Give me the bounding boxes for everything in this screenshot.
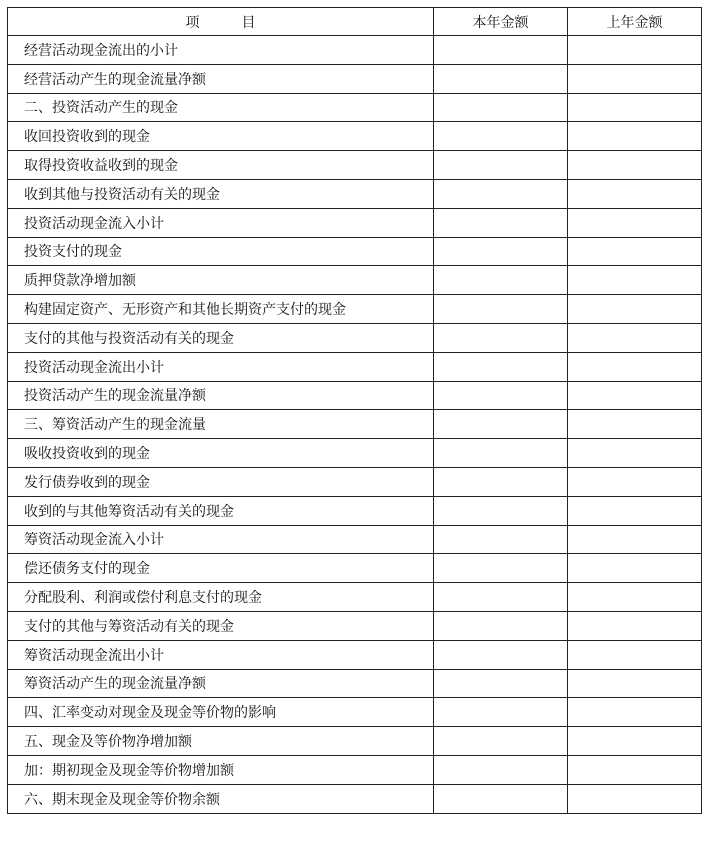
row-item-label: 支付的其他与筹资活动有关的现金 — [8, 611, 434, 640]
header-previous-year: 上年金额 — [568, 8, 702, 36]
row-current-year-amount — [434, 554, 568, 583]
row-current-year-amount — [434, 323, 568, 352]
row-item-label: 二、投资活动产生的现金 — [8, 93, 434, 122]
header-current-year: 本年金额 — [434, 8, 568, 36]
row-current-year-amount — [434, 467, 568, 496]
row-current-year-amount — [434, 381, 568, 410]
row-previous-year-amount — [568, 727, 702, 756]
row-item-label: 经营活动产生的现金流量净额 — [8, 64, 434, 93]
row-item-label: 投资活动现金流入小计 — [8, 208, 434, 237]
row-item-label: 质押贷款净增加额 — [8, 266, 434, 295]
row-previous-year-amount — [568, 352, 702, 381]
row-current-year-amount — [434, 208, 568, 237]
row-item-label: 取得投资收益收到的现金 — [8, 151, 434, 180]
table-row — [8, 381, 702, 410]
row-previous-year-amount — [568, 439, 702, 468]
table-row — [8, 179, 702, 208]
row-current-year-amount — [434, 410, 568, 439]
row-previous-year-amount — [568, 179, 702, 208]
table-row — [8, 611, 702, 640]
row-previous-year-amount — [568, 237, 702, 266]
row-item-label: 三、筹资活动产生的现金流量 — [8, 410, 434, 439]
table-row — [8, 640, 702, 669]
row-item-label: 四、汇率变动对现金及现金等价物的影响 — [8, 698, 434, 727]
table-row — [8, 554, 702, 583]
row-previous-year-amount — [568, 266, 702, 295]
row-item-label: 偿还债务支付的现金 — [8, 554, 434, 583]
row-previous-year-amount — [568, 410, 702, 439]
row-item-label: 筹资活动现金流出小计 — [8, 640, 434, 669]
row-item-label: 分配股利、利润或偿付利息支付的现金 — [8, 583, 434, 612]
table-row — [8, 698, 702, 727]
row-item-label: 构建固定资产、无形资产和其他长期资产支付的现金 — [8, 295, 434, 324]
row-item-label: 投资活动现金流出小计 — [8, 352, 434, 381]
row-previous-year-amount — [568, 467, 702, 496]
row-previous-year-amount — [568, 525, 702, 554]
row-previous-year-amount — [568, 698, 702, 727]
row-item-label: 投资支付的现金 — [8, 237, 434, 266]
row-previous-year-amount — [568, 669, 702, 698]
row-previous-year-amount — [568, 583, 702, 612]
row-item-label: 投资活动产生的现金流量净额 — [8, 381, 434, 410]
row-item-label: 收到其他与投资活动有关的现金 — [8, 179, 434, 208]
table-row — [8, 36, 702, 65]
row-current-year-amount — [434, 122, 568, 151]
row-previous-year-amount — [568, 755, 702, 784]
row-current-year-amount — [434, 64, 568, 93]
table-row — [8, 352, 702, 381]
row-previous-year-amount — [568, 611, 702, 640]
row-current-year-amount — [434, 93, 568, 122]
table-row — [8, 669, 702, 698]
row-previous-year-amount — [568, 36, 702, 65]
row-current-year-amount — [434, 151, 568, 180]
row-item-label: 经营活动现金流出的小计 — [8, 36, 434, 65]
row-current-year-amount — [434, 352, 568, 381]
row-current-year-amount — [434, 237, 568, 266]
cash-flow-table — [7, 7, 702, 814]
row-current-year-amount — [434, 755, 568, 784]
row-previous-year-amount — [568, 151, 702, 180]
row-current-year-amount — [434, 179, 568, 208]
table-row — [8, 323, 702, 352]
row-previous-year-amount — [568, 122, 702, 151]
row-current-year-amount — [434, 36, 568, 65]
row-item-label: 六、期末现金及现金等价物余额 — [8, 784, 434, 813]
row-previous-year-amount — [568, 93, 702, 122]
row-previous-year-amount — [568, 640, 702, 669]
header-row — [8, 8, 702, 36]
table-row — [8, 237, 702, 266]
table-row — [8, 784, 702, 813]
row-current-year-amount — [434, 525, 568, 554]
table-row — [8, 439, 702, 468]
table-row — [8, 525, 702, 554]
row-item-label: 筹资活动产生的现金流量净额 — [8, 669, 434, 698]
row-previous-year-amount — [568, 208, 702, 237]
row-item-label: 收到的与其他筹资活动有关的现金 — [8, 496, 434, 525]
row-item-label: 五、现金及等价物净增加额 — [8, 727, 434, 756]
row-item-label: 吸收投资收到的现金 — [8, 439, 434, 468]
header-item-part2: 目 — [241, 14, 256, 31]
row-previous-year-amount — [568, 323, 702, 352]
table-row — [8, 122, 702, 151]
table-row — [8, 410, 702, 439]
table-row — [8, 467, 702, 496]
row-previous-year-amount — [568, 496, 702, 525]
row-current-year-amount — [434, 784, 568, 813]
row-item-label: 加：期初现金及现金等价物增加额 — [8, 755, 434, 784]
row-current-year-amount — [434, 727, 568, 756]
row-item-label: 发行债券收到的现金 — [8, 467, 434, 496]
row-current-year-amount — [434, 583, 568, 612]
table-row — [8, 583, 702, 612]
row-current-year-amount — [434, 496, 568, 525]
row-item-label: 收回投资收到的现金 — [8, 122, 434, 151]
table-row — [8, 93, 702, 122]
row-current-year-amount — [434, 669, 568, 698]
table-row — [8, 496, 702, 525]
table-row — [8, 727, 702, 756]
row-current-year-amount — [434, 266, 568, 295]
row-item-label: 筹资活动现金流入小计 — [8, 525, 434, 554]
table-row — [8, 208, 702, 237]
row-previous-year-amount — [568, 64, 702, 93]
row-previous-year-amount — [568, 554, 702, 583]
table-row — [8, 64, 702, 93]
header-item-part1: 项 — [185, 14, 200, 31]
table-row — [8, 266, 702, 295]
row-previous-year-amount — [568, 784, 702, 813]
table-header — [8, 8, 702, 36]
header-item — [8, 8, 434, 36]
row-current-year-amount — [434, 640, 568, 669]
row-current-year-amount — [434, 611, 568, 640]
table-row — [8, 755, 702, 784]
table-body — [8, 36, 702, 814]
row-item-label: 支付的其他与投资活动有关的现金 — [8, 323, 434, 352]
row-current-year-amount — [434, 439, 568, 468]
table-row — [8, 151, 702, 180]
row-previous-year-amount — [568, 381, 702, 410]
row-previous-year-amount — [568, 295, 702, 324]
table-row — [8, 295, 702, 324]
row-current-year-amount — [434, 698, 568, 727]
row-current-year-amount — [434, 295, 568, 324]
